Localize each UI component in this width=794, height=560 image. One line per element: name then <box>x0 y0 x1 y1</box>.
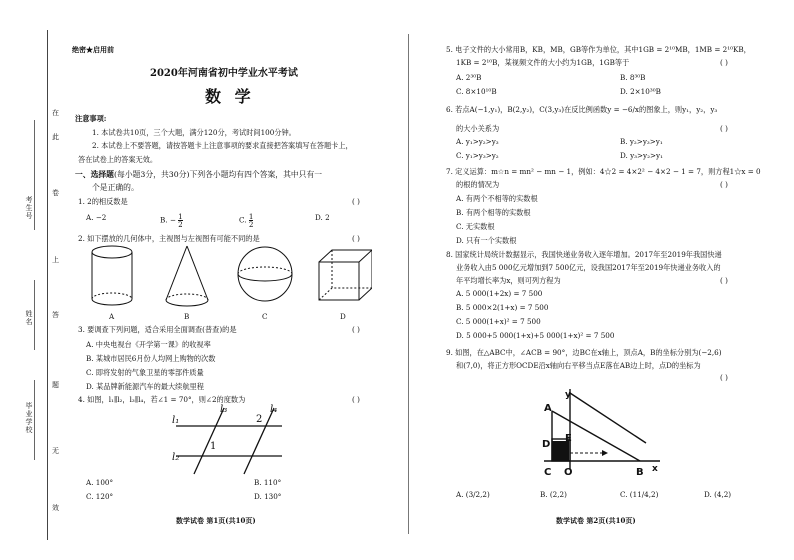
q9-option-b: B. (2,2) <box>540 490 567 499</box>
section1-prefix: 一、选择题 <box>75 170 114 179</box>
q2-label-c: C <box>262 312 268 321</box>
q8-option-a: A. 5 000(1+2x) = 7 500 <box>456 289 543 298</box>
footer-right: 数学试卷 第2页(共10页) <box>556 516 636 525</box>
q4-label-angle1: 1 <box>210 441 217 452</box>
q1-option-d: D. 2 <box>315 213 330 222</box>
q4-label-l1: l₁ <box>172 415 180 426</box>
q9-coordinate-figure <box>540 383 670 483</box>
q9-label-e: E <box>565 433 572 444</box>
exam-number-label: 考生号 <box>25 196 33 220</box>
q6-option-d: D. y₃>y₂>y₁ <box>620 151 663 160</box>
q3-option-a: A. 中央电视台《开学第一课》的收视率 <box>86 340 211 349</box>
exam-number-field[interactable] <box>34 120 35 230</box>
q5-option-c: C. 8×10¹⁰B <box>456 87 497 96</box>
q5-stem: 5. 电子文件的大小常用B，KB，MB，GB等作为单位，其中1GB = 2¹⁰MB，1MB = 2¹⁰KB， <box>446 45 751 54</box>
q5-stem-line2: 1KB = 2¹⁰B，某视频文件的大小约为1GB，1GB等于 <box>456 58 630 67</box>
binding-line <box>47 30 48 540</box>
sidebar-char: 此 <box>52 133 59 141</box>
cylinder-top <box>92 246 132 258</box>
q8-stem-line3: 年平均增长率为x，则可列方程为 <box>456 276 561 285</box>
q9-label-y: y <box>565 390 571 400</box>
section1-rest: (每小题3分，共30分)下列各小题均有四个答案，其中只有一 <box>113 170 323 179</box>
q3-stem: 3. 要调查下列问题，适合采用全面调查(普查)的是 <box>78 325 237 334</box>
q9-option-d: D. (4,2) <box>704 490 732 499</box>
sidebar-char: 在 <box>52 109 59 117</box>
q9-option-c: C. (11/4,2) <box>620 490 659 499</box>
sidebar-char: 上 <box>52 256 59 264</box>
q9-square-fill <box>552 441 569 461</box>
q7-option-a: A. 有两个不相等的实数根 <box>456 194 538 203</box>
q8-option-b: B. 5 000×2(1+x) = 7 500 <box>456 303 549 312</box>
q7-option-c: C. 无实数根 <box>456 222 495 231</box>
arrow-right-icon <box>602 450 608 456</box>
q6-answer-paren[interactable]: ( ) <box>720 124 728 133</box>
q1-stem: 1. 2的相反数是 <box>78 197 128 206</box>
q5-answer-paren[interactable]: ( ) <box>720 58 728 67</box>
q9-option-a: A. (3/2,2) <box>456 490 490 499</box>
q3-answer-paren[interactable]: ( ) <box>352 325 360 334</box>
q2-answer-paren[interactable]: ( ) <box>352 234 360 243</box>
q6-option-c: C. y₁>y₃>y₂ <box>456 151 499 160</box>
q3-option-b: B. 某城市居民6月份人均网上购物的次数 <box>86 354 216 363</box>
sidebar-char: 效 <box>52 504 59 512</box>
school-label: 毕业学校 <box>25 402 33 434</box>
q8-answer-paren[interactable]: ( ) <box>720 276 728 285</box>
q9-label-x: x <box>652 464 658 474</box>
sidebar-char: 卷 <box>52 189 59 197</box>
fraction: $\frac{1}{2}$ <box>248 212 254 229</box>
q7-option-d: D. 只有一个实数根 <box>456 236 517 245</box>
q4-option-d: D. 130° <box>254 492 282 501</box>
q9-label-b: B <box>636 467 644 478</box>
q5-option-b: B. 8³⁰B <box>620 73 646 82</box>
school-field[interactable] <box>34 380 35 460</box>
q4-option-b: B. 110° <box>254 478 282 487</box>
subject-title: 数 学 <box>205 87 255 106</box>
q7-stem: 7. 定义运算：m☆n = mn² − mn − 1，例如：4☆2 = 4×2² − 4×2 − 1 = 7，则方程1☆x = 0 <box>446 167 761 176</box>
section1-heading-line2: 个是正确的。 <box>92 183 139 192</box>
q6-option-b: B. y₂>y₃>y₁ <box>620 137 663 146</box>
q4-label-l2: l₂ <box>172 452 180 463</box>
q9-label-c: C <box>544 467 552 478</box>
q4-answer-paren[interactable]: ( ) <box>352 395 360 404</box>
sidebar-char: 题 <box>52 381 59 389</box>
q9-label-a: A <box>544 403 552 414</box>
q9-stem: 9. 如图，在△ABC中，∠ACB = 90°，边BC在x轴上，顶点A，B的坐标分别为(−2,6) <box>446 348 722 357</box>
notice-item: 答在试卷上的答案无效。 <box>78 155 158 164</box>
q3-option-d: D. 某品牌新能源汽车的最大续航里程 <box>86 382 204 391</box>
q6-stem-line2: 的大小关系为 <box>456 124 500 133</box>
q1-option-c: C. $\frac{1}{2}$ <box>239 212 254 229</box>
q8-stem-line2: 业务收入由5 000亿元增加到7 500亿元，设我国2017年至2019年快递业务收入的 <box>456 263 721 272</box>
section1-heading <box>75 169 322 180</box>
notice-item: 1. 本试卷共10页，三个大题，满分120分，考试时间100分钟。 <box>92 128 296 137</box>
q2-label-a: A <box>109 312 115 321</box>
q7-answer-paren[interactable]: ( ) <box>720 180 728 189</box>
q8-option-d: D. 5 000+5 000(1+x)+5 000(1+x)² = 7 500 <box>456 331 615 340</box>
q2-label-d: D <box>340 312 346 321</box>
q2-solids-figure <box>82 244 372 324</box>
sidebar-char: 无 <box>52 447 59 455</box>
notice-item: 2. 本试卷上不要答题，请按答题卡上注意事项的要求直接把答案填写在答题卡上， <box>92 141 353 150</box>
name-field[interactable] <box>34 280 35 350</box>
sidebar-char: 答 <box>52 311 59 319</box>
q4-label-l3: l₃ <box>220 404 228 415</box>
secret-label: 绝密★启用前 <box>72 45 114 54</box>
q4-label-l4: l₄ <box>270 404 278 415</box>
notice-title: 注意事项: <box>75 114 107 123</box>
q4-label-angle2: 2 <box>256 414 263 425</box>
name-label: 姓名 <box>25 310 33 326</box>
q4-option-c: C. 120° <box>86 492 114 501</box>
q7-stem-line2: 的根的情况为 <box>456 180 500 189</box>
q8-stem: 8. 国家统计局统计数据显示，我国快递业务收入逐年增加。2017年至2019年我国快递 <box>446 250 722 259</box>
q6-stem: 6. 若点A(−1,y₁)，B(2,y₂)，C(3,y₃)在反比例函数y = −6/x的图象上，则y₁，y₂，y₃ <box>446 105 718 114</box>
q5-option-a: A. 2³⁰B <box>456 73 482 82</box>
q6-option-a: A. y₁>y₂>y₃ <box>456 137 499 146</box>
q1-option-b: B. − $\frac{1}{2}$ <box>160 212 183 229</box>
q1-option-a: A. −2 <box>86 213 107 222</box>
q8-option-c: C. 5 000(1+x)² = 7 500 <box>456 317 541 326</box>
q4-parallel-lines-figure <box>172 402 284 478</box>
q4-option-a: A. 100° <box>86 478 114 487</box>
footer-left: 数学试卷 第1页(共10页) <box>176 516 256 525</box>
exam-title: 2020年河南省初中学业水平考试 <box>150 68 298 79</box>
q1-answer-paren[interactable]: ( ) <box>352 197 360 206</box>
q9-answer-paren[interactable]: ( ) <box>720 373 728 382</box>
q3-option-c: C. 即将发射的气象卫星的零部件质量 <box>86 368 204 377</box>
q4-stem: 4. 如图，l₁∥l₂，l₃∥l₄，若∠1 = 70°，则∠2的度数为 <box>78 395 246 404</box>
q2-stem: 2. 如下摆放的几何体中，主视图与左视图有可能不同的是 <box>78 234 260 243</box>
q7-option-b: B. 有两个相等的实数根 <box>456 208 531 217</box>
q9-stem-line2: 和(7,0)，将正方形OCDE沿x轴向右平移当点E落在AB边上时，点D的坐标为 <box>456 361 701 370</box>
fraction: $\frac{1}{2}$ <box>178 212 183 229</box>
q9-label-o: O <box>564 467 573 478</box>
page-divider <box>408 34 409 534</box>
q9-label-d: D <box>542 439 551 450</box>
q2-label-b: B <box>184 312 190 321</box>
q5-option-d: D. 2×10³⁰B <box>620 87 661 96</box>
